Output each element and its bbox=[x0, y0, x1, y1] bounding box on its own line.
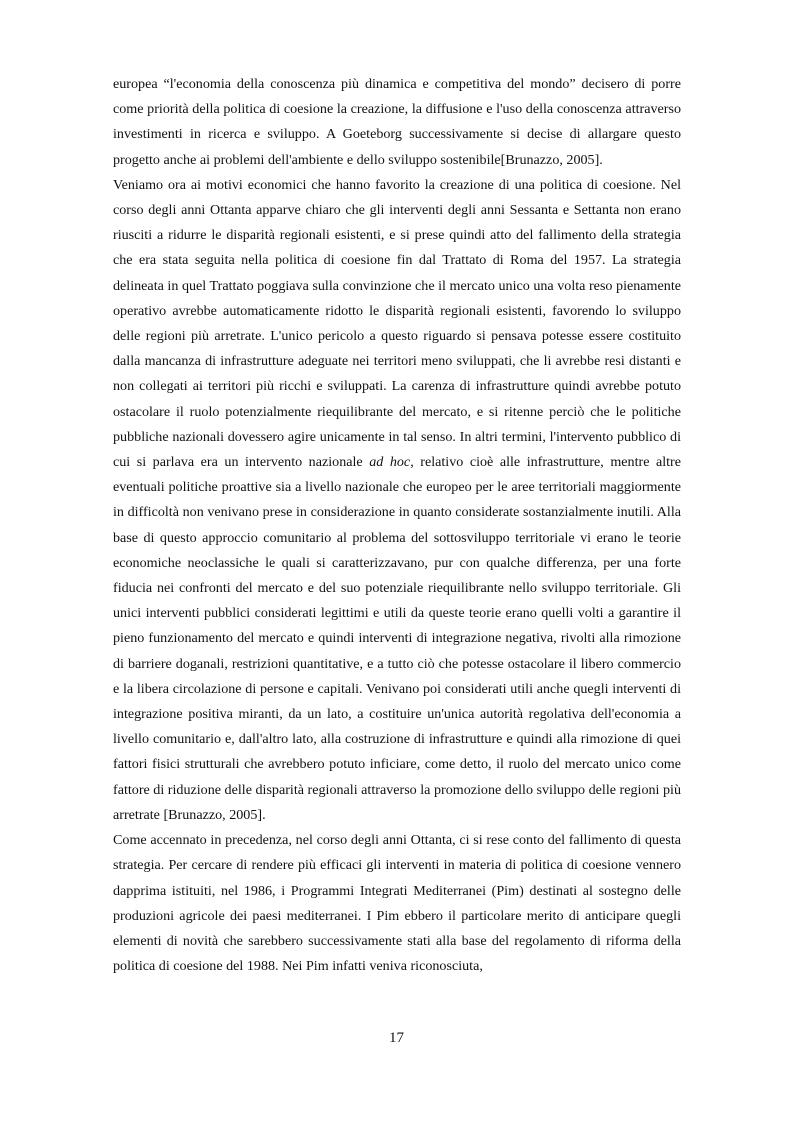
page-number: 17 bbox=[389, 1030, 404, 1046]
paragraph-1-text: europea “l'economia della conoscenza più dinamica e competitiva del mondo” decisero di porre come priorità della politica di coesione la creazione, la diffusione e l'uso della conoscenza attraverso investimenti in ricerca e sviluppo. A Goeteborg successivamente si decise di allargare questo progetto anche ai problemi dell'ambiente e dello sviluppo sostenibile[Brunazzo, 2005]. bbox=[113, 76, 681, 168]
paragraph-3-text: Come accennato in precedenza, nel corso degli anni Ottanta, ci si rese conto del fallimento di questa strategia. Per cercare di rendere più efficaci gli interventi in materia di politica di coesione vennero dapprima istituiti, nel 1986, i Programmi Integrati Mediterranei (Pim) destinati al sostegno delle produzioni agricole dei paesi mediterranei. I Pim ebbero il particolare merito di anticipare quegli elementi di novità che sarebbero successivamente stati alla base del regolamento di riforma della politica di coesione del 1988. Nei Pim infatti veniva riconosciuta, bbox=[113, 832, 681, 975]
document-body bbox=[113, 72, 681, 979]
paragraph-2-italic-term: ad hoc bbox=[369, 454, 411, 471]
paragraph-3 bbox=[113, 828, 681, 979]
paragraph-2-text-b: , relativo cioè alle infrastrutture, mentre altre eventuali politiche proattive sia a livello nazionale che europeo per le aree territoriali maggiormente in difficoltà non venivano prese in considerazione in quanto considerate sostanzialmente inutili. Alla base di questo approccio comunitario al problema del sottosviluppo territoriale vi erano le teorie economiche neoclassiche le quali si caratterizzavano, pur con qualche differenza, per una forte fiducia nei confronti del mercato e del suo potenziale riequilibrante nello sviluppo territoriale. Gli unici interventi pubblici considerati legittimi e utili da queste teorie erano quelli volti a garantire il pieno funzionamento del mercato e quindi interventi di integrazione negativa, rivolti alla rimozione di barriere doganali, restrizioni quantitative, e a tutto ciò che potesse ostacolare il libero commercio e la libera circolazione di persone e capitali. Venivano poi considerati utili anche quegli interventi di integrazione positiva miranti, da un lato, a costituire un'unica autorità regolativa dell'economia a livello comunitario e, dall'altro lato, alla costruzione di infrastrutture e quindi alla rimozione di quei fattori fisici strutturali che avrebbero potuto inficiare, come detto, il ruolo del mercato unico come fattore di riduzione delle disparità regionali attraverso la promozione dello sviluppo delle regioni più arretrate [Brunazzo, 2005]. bbox=[113, 454, 682, 823]
paragraph-2-text-a: Veniamo ora ai motivi economici che hanno favorito la creazione di una politica di coesione. Nel corso degli anni Ottanta apparve chiaro che gli interventi degli anni Sessanta e Settanta non erano riusciti a ridurre le disparità regionali esistenti, e si prese quindi atto del fallimento della strategia che era stata seguita nella politica di coesione fin dal Trattato di Roma del 1957. La strategia delineata in quel Trattato poggiava sulla convinzione che il mercato unico una volta reso pienamente operativo avrebbe automaticamente ridotto le disparità regionali esistenti, favorendo lo sviluppo delle regioni più arretrate. L'unico pericolo a questo riguardo si pensava potesse essere costituito dalla mancanza di infrastrutture adeguate nei territori meno sviluppati, che li avrebbe resi distanti e non collegati ai territori più ricchi e sviluppati. La carenza di infrastrutture quindi avrebbe potuto ostacolare il ruolo potenzialmente riequilibrante del mercato, e si ritenne perciò che le politiche pubbliche nazionali dovessero agire unicamente in tal senso. In altri termini, l'intervento pubblico di cui si parlava era un intervento nazionale bbox=[113, 176, 681, 471]
paragraph-2 bbox=[113, 173, 681, 828]
paragraph-1 bbox=[113, 72, 681, 173]
